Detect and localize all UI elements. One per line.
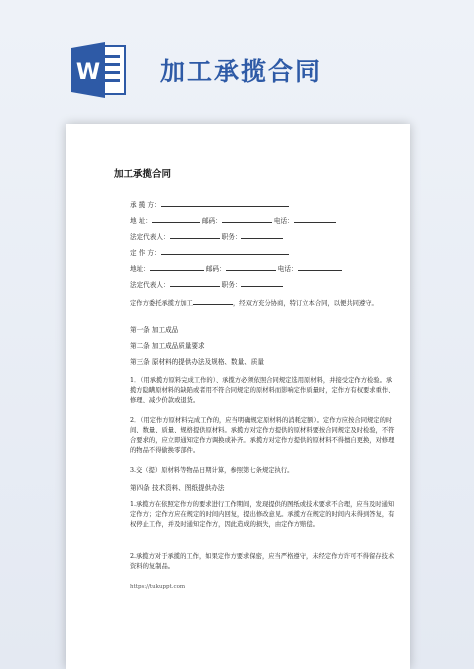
intro-text-2: ，经双方充分协商，特订立本合同，以便共同遵守。 bbox=[232, 300, 378, 307]
document-page bbox=[66, 124, 410, 669]
page-title: 加工承揽合同 bbox=[114, 169, 172, 180]
title-label: 职务： bbox=[221, 281, 242, 289]
title-label: 职务： bbox=[221, 233, 242, 241]
address-field bbox=[150, 264, 204, 271]
orderer-label: 定 作 方： bbox=[130, 249, 161, 257]
banner-title: 加工承揽合同 bbox=[160, 57, 323, 86]
tel-label: 电话： bbox=[277, 265, 298, 273]
orderer-field bbox=[161, 248, 289, 255]
contractor-address-line bbox=[130, 216, 336, 226]
zip-label: 邮码： bbox=[205, 265, 226, 273]
zip-field bbox=[222, 216, 272, 223]
clause-4-1: 1.承揽方在依照定作方的要求进行工作期间，发现提供的图纸或技术要求不合理，应当及时通知定作方；定作方应在规定的时间内回复，提出修改意见。承揽方在规定的时间内未得到答复，有权停止工作，并及时通知定作方，因此造成的损失，由定作方赔偿。 bbox=[130, 501, 395, 528]
clause-3-2: 2．（用定作方原材料完成工作的，应当明确规定原材料的消耗定额）。定作方应按合同规定的时间、数量、质量、规格提供原材料。承揽方对定作方提供的原材料要按合同规定及时检验，不符合要求的，应立即通知定作方调换或补齐。承揽方对定作方提供的原材料不得擅自更换，对修理的物品不得偷换零部件。 bbox=[130, 417, 395, 454]
article-3: 第三条 原材料的提供办法及规格、数量、质量 bbox=[130, 358, 264, 366]
intro-text-1: 定作方委托承揽方加工 bbox=[130, 300, 193, 307]
zip-label: 邮码： bbox=[202, 217, 222, 225]
orderer-address-line bbox=[130, 264, 342, 274]
address-field bbox=[152, 216, 200, 223]
product-field bbox=[193, 298, 233, 305]
source-url: https://tukuppt.com bbox=[130, 584, 186, 590]
zip-field bbox=[226, 264, 276, 271]
tel-field bbox=[294, 216, 336, 223]
tel-label: 电话： bbox=[273, 217, 294, 225]
title-field bbox=[241, 232, 283, 239]
contractor-label: 承 揽 方： bbox=[130, 201, 161, 209]
contractor-line bbox=[130, 200, 289, 210]
orderer-line bbox=[130, 248, 289, 258]
rep-label: 法定代表人： bbox=[130, 281, 170, 289]
address-label: 地 址： bbox=[130, 217, 152, 225]
word-icon bbox=[69, 40, 127, 100]
orderer-rep-line bbox=[130, 280, 283, 290]
article-4: 第四条 技术资料、图纸提供办法 bbox=[130, 484, 225, 492]
clause-4-2: 2.承揽方对于承揽的工作，如果定作方要求保密，应当严格遵守，未经定作方许可不得留存技术资料的复制品。 bbox=[130, 553, 395, 570]
clause-3-3: 3.交（提）原材料等物品日期计算，参照第七条规定执行。 bbox=[130, 467, 294, 474]
rep-label: 法定代表人： bbox=[130, 233, 170, 241]
contractor-rep-line bbox=[130, 232, 283, 242]
address-label: 地址： bbox=[130, 265, 150, 273]
title-field bbox=[241, 280, 283, 287]
svg-text:W: W bbox=[75, 60, 101, 85]
article-1: 第一条 加工成品 bbox=[130, 326, 179, 334]
clause-3-1: 1．（用承揽方原料完成工作的）、承揽方必须依照合同规定选用原材料，并接受定作方检验。承揽方隐瞒原材料的缺陷或者用不符合同规定的原材料而影响定作质量时，定作方有权要求重作、修理、减少价款或退货。 bbox=[130, 377, 395, 404]
tel-field bbox=[298, 264, 342, 271]
rep-field bbox=[170, 232, 220, 239]
rep-field bbox=[170, 280, 220, 287]
article-2: 第二条 加工成品质量要求 bbox=[130, 342, 205, 350]
contractor-field bbox=[161, 200, 289, 207]
intro-paragraph bbox=[130, 298, 395, 309]
